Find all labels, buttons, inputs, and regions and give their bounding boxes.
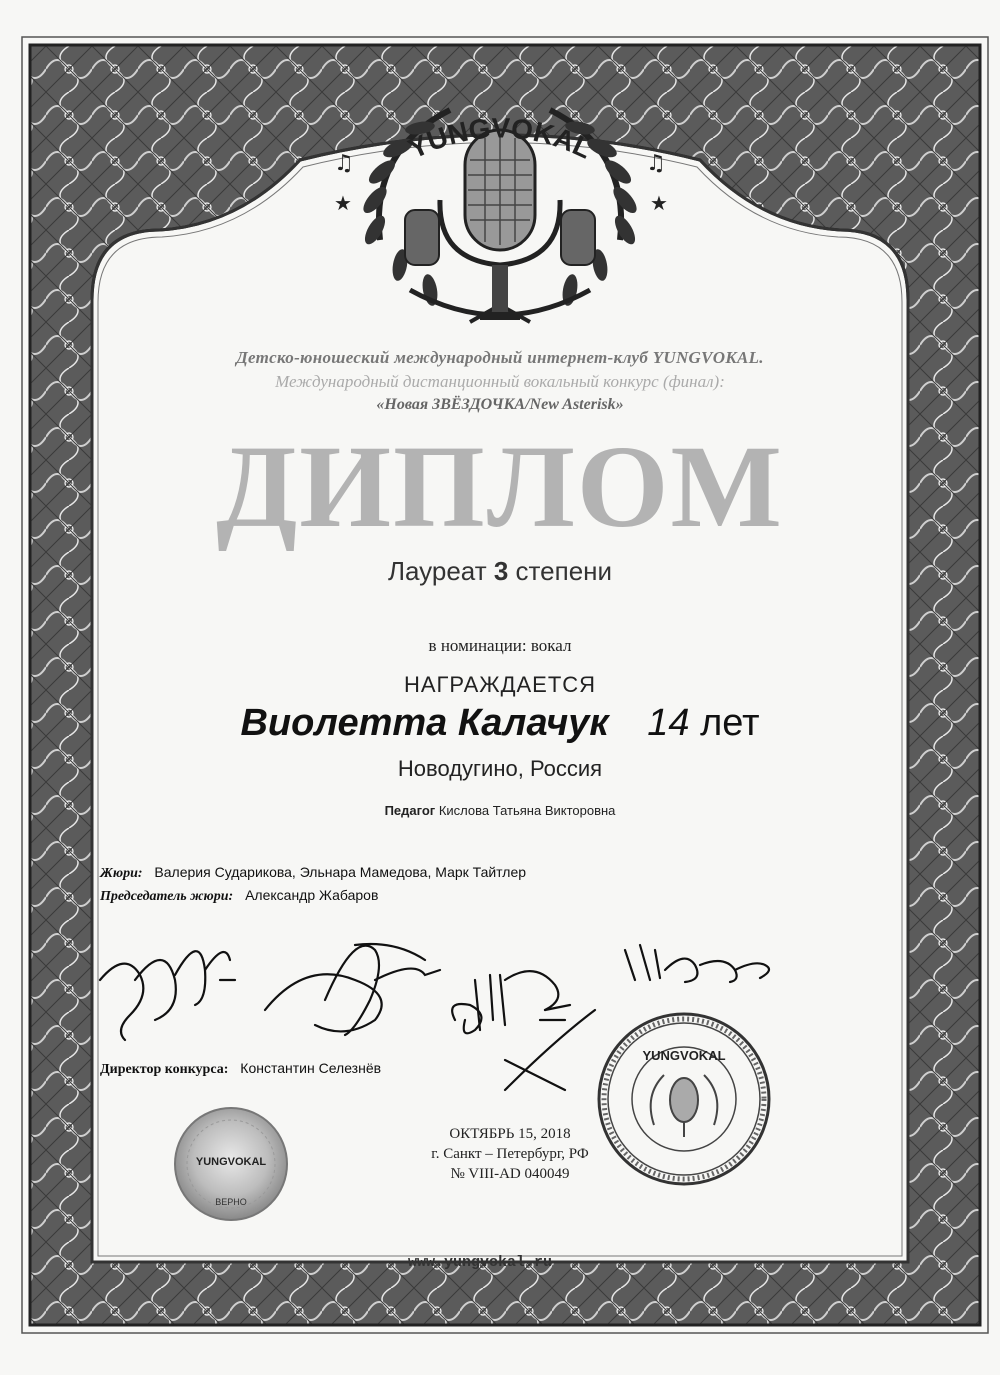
contest-name: Международный дистанционный вокальный конкурс (финал): — [275, 372, 725, 391]
music-note-icon: ♫ — [334, 151, 354, 176]
star-icon: ★ — [334, 191, 352, 215]
nomination: в номинации: вокал — [428, 636, 572, 655]
jury-line — [100, 864, 526, 882]
recipient-line — [0, 702, 1000, 745]
svg-text:YUNGVOKAL — [404, 112, 597, 164]
star-icon: ★ — [650, 191, 668, 215]
signature-4 — [625, 945, 769, 982]
jury-members: Валерия Сударикова, Эльнара Мамедова, Марк Тайтлер — [154, 864, 527, 880]
jury-chair-line — [100, 887, 378, 905]
director-label: Директор конкурса: — [100, 1062, 229, 1077]
jury-label: Жюри: — [100, 866, 143, 881]
recipient-age-number: 14 — [647, 702, 690, 744]
website-link[interactable]: www.yungvokal.ru — [407, 1254, 553, 1271]
recipient-age — [647, 702, 759, 744]
teacher-label: Педагог — [384, 803, 436, 818]
seal-icon — [595, 1010, 773, 1188]
recipient-city: Новодугино, Россия — [397, 756, 603, 781]
jury-chair-name: Александр Жабаров — [245, 887, 379, 903]
hologram-bottom-text: ВЕРНО — [215, 1197, 247, 1207]
contest-title: «Новая ЗВЁЗДОЧКА/New Asterisk» — [376, 396, 624, 413]
recipient-age-unit: лет — [700, 702, 760, 744]
director-line — [100, 1060, 381, 1078]
logo-text-arc — [360, 100, 640, 190]
diploma-title: ДИПЛОМ — [216, 421, 784, 552]
laureate-prefix: Лауреат — [387, 556, 487, 586]
hologram-icon — [172, 1105, 290, 1223]
seal-center-text: YUNGVOKAL — [642, 1048, 726, 1063]
teacher-name: Кислова Татьяна Викторовна — [438, 803, 616, 818]
logo-text: YUNGVOKAL — [403, 112, 597, 165]
director-name: Константин Селезнёв — [240, 1060, 382, 1076]
award-place: г. Санкт – Петербург, РФ — [431, 1146, 589, 1162]
club-name: Детско-юношеский международный интернет-клуб YUNGVOKAL. — [236, 348, 764, 367]
laureate-suffix: степени — [515, 556, 613, 586]
teacher-line — [0, 803, 1000, 818]
laureate-line — [0, 556, 1000, 587]
awarded-label: НАГРАЖДАЕТСЯ — [403, 672, 597, 697]
signature-1 — [100, 951, 235, 1040]
signature-3 — [452, 971, 595, 1090]
recipient-name: Виолетта Калачук — [240, 702, 609, 744]
signature-2 — [265, 944, 440, 1035]
laureate-degree: 3 — [493, 556, 509, 586]
diploma-number: № VIII-AD 040049 — [450, 1166, 570, 1182]
jury-chair-label: Председатель жюри: — [100, 889, 234, 904]
award-date: ОКТЯБРЬ 15, 2018 — [449, 1126, 571, 1142]
music-note-icon: ♫ — [646, 151, 666, 176]
hologram-top-text: YUNGVOKAL — [195, 1156, 267, 1168]
